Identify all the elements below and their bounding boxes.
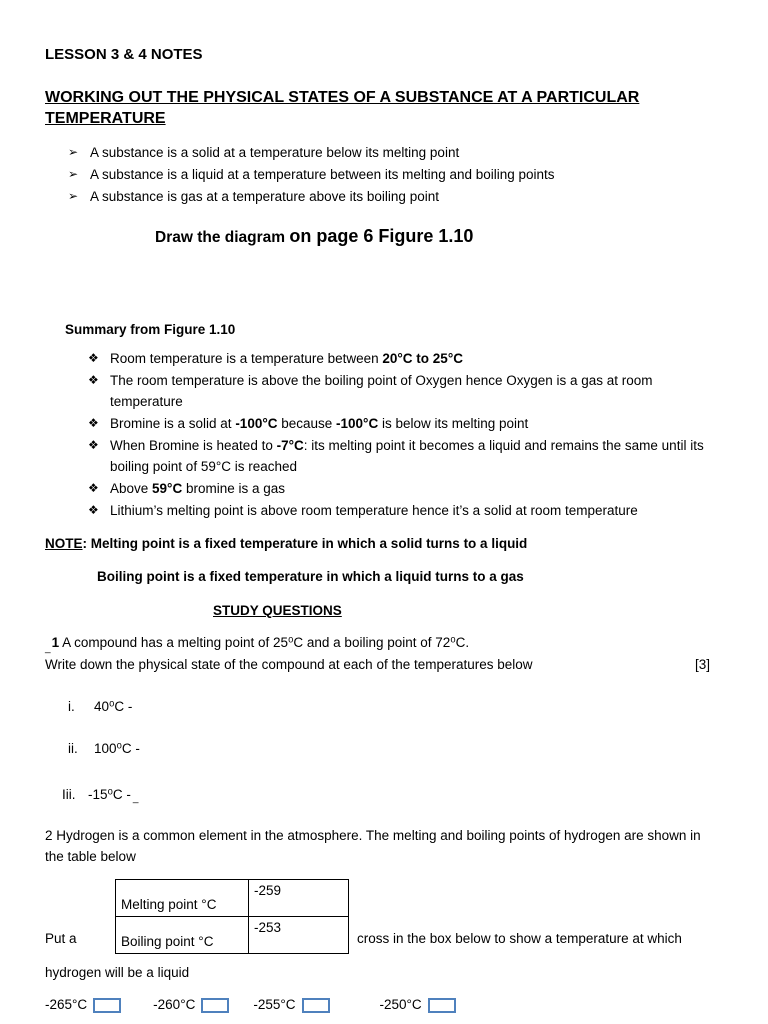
diamond-bullet-icon: ❖ <box>88 437 99 452</box>
summary-segment: Room temperature is a temperature between <box>110 350 383 366</box>
table-value-cell: -253 <box>249 917 349 954</box>
bullet-text: A substance is a solid at a temperature below its melting point <box>90 144 460 160</box>
summary-segment: The room temperature is above the boiling point of Oxygen hence Oxygen is a gas at room temperature <box>110 372 653 409</box>
option-label: -255°C <box>253 997 296 1013</box>
option-label: -265°C <box>45 997 88 1013</box>
option-group <box>45 995 121 1015</box>
summary-item <box>88 413 720 434</box>
sub-question-iii <box>62 785 720 805</box>
option-group <box>380 995 456 1015</box>
stray-underscore-mark: _ <box>132 793 139 805</box>
intro-bullet-list <box>45 142 720 207</box>
summary-title: Summary from Figure 1.10 <box>65 321 236 337</box>
note-line <box>45 533 720 554</box>
summary-item <box>88 370 720 412</box>
sub-question-label: ii. <box>68 741 78 757</box>
answer-checkbox[interactable] <box>93 998 121 1013</box>
liquid-line-text: hydrogen will be a liquid <box>45 965 190 981</box>
sub-question-label: i. <box>68 699 75 715</box>
question-2-text: 2 Hydrogen is a common element in the atmosphere. The melting and boiling points of hydrogen are shown in the table below <box>45 828 701 865</box>
answer-checkbox[interactable] <box>428 998 456 1013</box>
summary-segment-bold: -100°C <box>235 415 278 431</box>
sub-question-text: 100⁰C - <box>94 741 140 757</box>
boiling-note-line: Boiling point is a fixed temperature in which a liquid turns to a gas <box>97 568 524 584</box>
summary-item <box>88 500 720 521</box>
main-heading: WORKING OUT THE PHYSICAL STATES OF A SUBSTANCE AT A PARTICULAR TEMPERATURE <box>45 88 640 128</box>
draw-instruction <box>45 223 720 250</box>
diamond-bullet-icon: ❖ <box>88 415 99 430</box>
stray-underscore-mark: _ <box>45 643 51 655</box>
bullet-item <box>68 142 720 163</box>
sub-question-ii <box>68 739 720 759</box>
sub-question-label: Iii. <box>62 787 76 803</box>
summary-text <box>110 370 720 412</box>
study-questions-heading: STUDY QUESTIONS <box>213 602 342 618</box>
answer-checkbox[interactable] <box>201 998 229 1013</box>
summary-item <box>88 348 720 369</box>
summary-item <box>88 478 720 499</box>
put-a-text: Put a <box>45 931 77 947</box>
summary-segment-bold: 20°C to 25°C <box>382 350 463 366</box>
option-group <box>253 995 329 1015</box>
melting-boiling-table <box>115 879 349 954</box>
marks-badge: [3] <box>694 657 710 673</box>
diamond-bullet-icon: ❖ <box>88 372 99 387</box>
summary-text <box>110 478 720 499</box>
table-value-cell: -259 <box>249 880 349 917</box>
summary-segment: Lithium’s melting point is above room temperature hence it’s a solid at room temperature <box>110 502 638 518</box>
draw-instruction-part1: Draw the diagram <box>155 228 290 246</box>
question-1-number: 1 <box>51 635 60 651</box>
bullet-item <box>68 186 720 207</box>
summary-segment-bold: 59°C <box>152 480 183 496</box>
lesson-title: LESSON 3 & 4 NOTES <box>45 46 203 63</box>
melting-boiling-table-area <box>45 879 720 959</box>
note-label: NOTE <box>45 535 83 551</box>
question-1-text: A compound has a melting point of 25⁰C and a boiling point of 72⁰C. <box>59 635 470 651</box>
summary-segment: is below its melting point <box>378 415 529 431</box>
sub-question-i <box>68 697 720 717</box>
arrow-bullet-icon: ➢ <box>68 188 79 203</box>
summary-segment-bold: -7°C <box>276 437 304 453</box>
summary-item <box>88 435 720 477</box>
note-separator: : <box>82 535 91 551</box>
option-label: -260°C <box>153 997 196 1013</box>
summary-text <box>110 348 720 369</box>
summary-segment: : its melting point it becomes a liquid and remains the same until its boiling point of 59°C is reached <box>110 437 704 474</box>
question-1-instruction: Write down the physical state of the compound at each of the temperatures below <box>45 657 533 673</box>
arrow-bullet-icon: ➢ <box>68 144 79 159</box>
sub-question-text: -15⁰C - <box>88 787 131 803</box>
summary-segment: Bromine is a solid at <box>110 415 236 431</box>
summary-segment-bold: -100°C <box>336 415 379 431</box>
option-group <box>153 995 229 1015</box>
diamond-bullet-icon: ❖ <box>88 350 99 365</box>
table-row <box>116 880 349 917</box>
summary-text <box>110 413 720 434</box>
note-text: Melting point is a fixed temperature in which a solid turns to a liquid <box>90 535 528 551</box>
summary-text <box>110 500 720 521</box>
table-label-cell: Melting point °C <box>116 880 249 917</box>
bullet-text: A substance is a liquid at a temperature between its melting and boiling points <box>90 166 555 182</box>
diamond-bullet-icon: ❖ <box>88 480 99 495</box>
arrow-bullet-icon: ➢ <box>68 166 79 181</box>
summary-segment: When Bromine is heated to <box>110 437 277 453</box>
summary-segment: Above <box>110 480 153 496</box>
diamond-bullet-icon: ❖ <box>88 502 99 517</box>
question-1-line1 <box>45 633 720 655</box>
option-label: -250°C <box>379 997 422 1013</box>
summary-segment: because <box>277 415 337 431</box>
table-row <box>116 917 349 954</box>
question-1-line2 <box>45 655 720 675</box>
bullet-text: A substance is gas at a temperature above its boiling point <box>90 188 439 204</box>
summary-text <box>110 435 720 477</box>
table-label-cell: Boiling point °C <box>116 917 249 954</box>
summary-segment: bromine is a gas <box>182 480 286 496</box>
draw-instruction-part2: on page 6 Figure 1.10 <box>289 225 474 246</box>
cross-instruction-text: cross in the box below to show a temperature at which <box>357 931 682 947</box>
summary-bullet-list <box>45 348 720 521</box>
sub-question-text: 40⁰C - <box>94 699 133 715</box>
answer-checkbox[interactable] <box>302 998 330 1013</box>
temperature-options-row <box>45 995 720 1015</box>
bullet-item <box>68 164 720 185</box>
